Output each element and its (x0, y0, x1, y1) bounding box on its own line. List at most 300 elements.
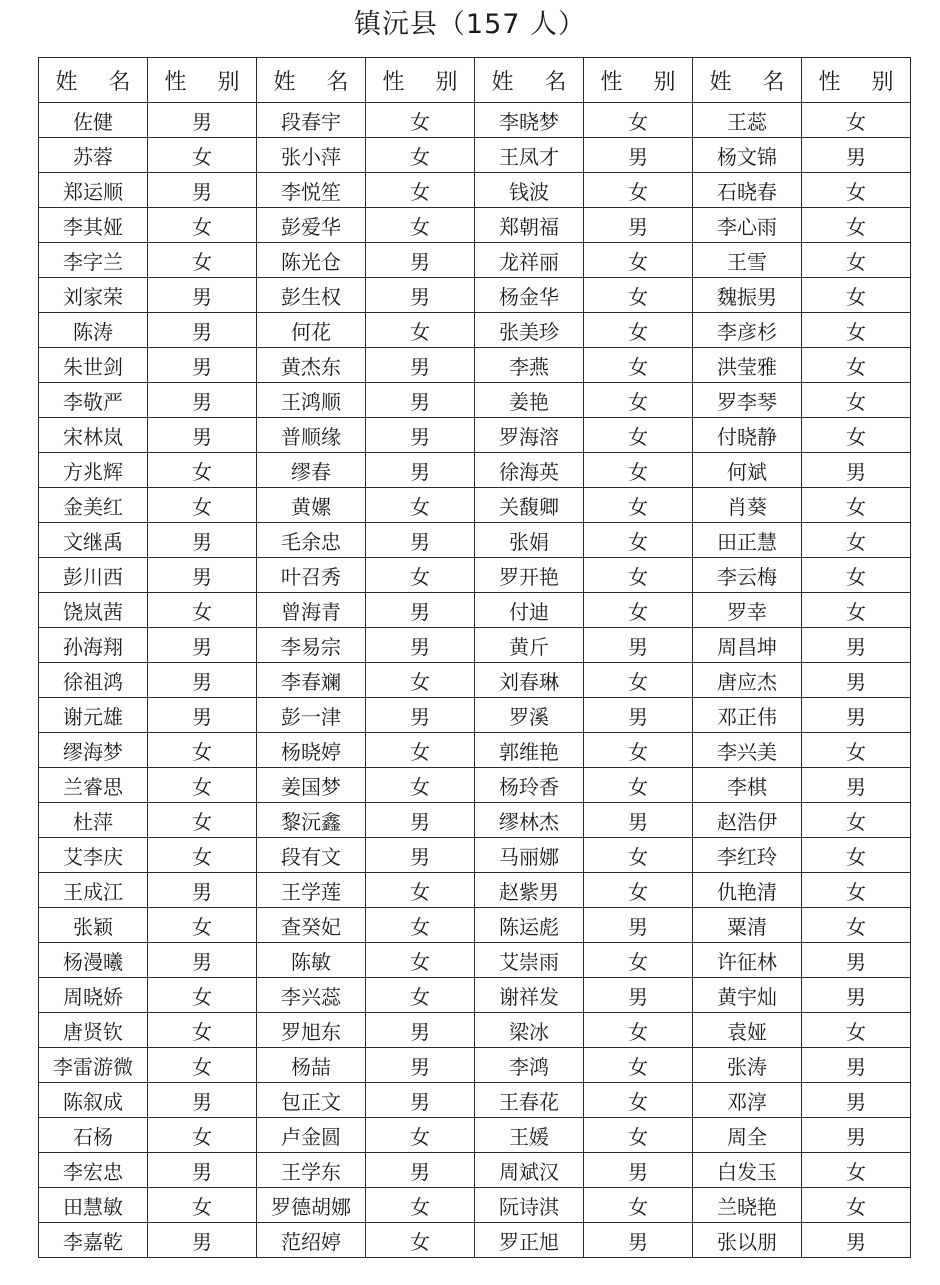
name-cell: 王春花 (475, 1083, 584, 1118)
gender-cell: 男 (148, 558, 257, 593)
name-cell: 卢金圆 (257, 1118, 366, 1153)
gender-cell: 男 (148, 943, 257, 978)
name-cell: 李红玲 (693, 838, 802, 873)
gender-cell: 女 (802, 1013, 911, 1048)
gender-cell: 女 (802, 1188, 911, 1223)
gender-cell: 女 (148, 838, 257, 873)
table-row (39, 628, 911, 663)
header-gender: 性 别 (366, 58, 475, 103)
gender-cell: 女 (366, 1188, 475, 1223)
name-cell: 肖葵 (693, 488, 802, 523)
gender-cell: 男 (584, 1153, 693, 1188)
gender-cell: 男 (366, 628, 475, 663)
name-cell: 袁娅 (693, 1013, 802, 1048)
table-row (39, 698, 911, 733)
gender-cell: 女 (366, 1118, 475, 1153)
header-name: 姓 名 (39, 58, 148, 103)
gender-cell: 男 (584, 698, 693, 733)
name-cell: 罗幸 (693, 593, 802, 628)
gender-cell: 女 (802, 313, 911, 348)
gender-cell: 女 (148, 978, 257, 1013)
gender-cell: 女 (148, 803, 257, 838)
gender-cell: 男 (148, 348, 257, 383)
gender-cell: 男 (802, 1223, 911, 1258)
gender-cell: 女 (584, 1048, 693, 1083)
name-cell: 罗海溶 (475, 418, 584, 453)
gender-cell: 女 (584, 943, 693, 978)
gender-cell: 男 (366, 803, 475, 838)
name-cell: 张美珍 (475, 313, 584, 348)
name-cell: 方兆辉 (39, 453, 148, 488)
name-cell: 段春宇 (257, 103, 366, 138)
table-row (39, 383, 911, 418)
name-cell: 周昌坤 (693, 628, 802, 663)
name-cell: 艾李庆 (39, 838, 148, 873)
name-cell: 王学莲 (257, 873, 366, 908)
name-cell: 陈光仓 (257, 243, 366, 278)
table-row (39, 838, 911, 873)
name-cell: 邓淳 (693, 1083, 802, 1118)
name-cell: 范绍婷 (257, 1223, 366, 1258)
gender-cell: 女 (802, 733, 911, 768)
gender-cell: 女 (802, 243, 911, 278)
name-cell: 李鸿 (475, 1048, 584, 1083)
name-cell: 付晓静 (693, 418, 802, 453)
gender-cell: 女 (802, 103, 911, 138)
table-row (39, 803, 911, 838)
page-title: 镇沅县（157 人） (353, 9, 587, 40)
gender-cell: 女 (148, 1118, 257, 1153)
name-cell: 杨喆 (257, 1048, 366, 1083)
gender-cell: 男 (148, 628, 257, 663)
gender-cell: 女 (802, 838, 911, 873)
name-cell: 许征林 (693, 943, 802, 978)
name-cell: 粟清 (693, 908, 802, 943)
gender-cell: 女 (584, 1188, 693, 1223)
name-cell: 李宏忠 (39, 1153, 148, 1188)
name-cell: 毛余忠 (257, 523, 366, 558)
gender-cell: 女 (148, 208, 257, 243)
name-cell: 黄宇灿 (693, 978, 802, 1013)
gender-cell: 女 (802, 908, 911, 943)
table-row (39, 1118, 911, 1153)
name-cell: 王成江 (39, 873, 148, 908)
name-cell: 杨漫曦 (39, 943, 148, 978)
name-cell: 梁冰 (475, 1013, 584, 1048)
table-row (39, 1013, 911, 1048)
name-cell: 陈叙成 (39, 1083, 148, 1118)
gender-cell: 男 (584, 1223, 693, 1258)
gender-cell: 女 (802, 208, 911, 243)
gender-cell: 男 (148, 523, 257, 558)
name-cell: 郭维艳 (475, 733, 584, 768)
gender-cell: 男 (148, 173, 257, 208)
name-cell: 李兴美 (693, 733, 802, 768)
gender-cell: 男 (584, 978, 693, 1013)
gender-cell: 男 (148, 418, 257, 453)
name-cell: 邓正伟 (693, 698, 802, 733)
gender-cell: 女 (584, 243, 693, 278)
header-name: 姓 名 (475, 58, 584, 103)
name-cell: 赵紫男 (475, 873, 584, 908)
name-cell: 李燕 (475, 348, 584, 383)
name-cell: 李雷游微 (39, 1048, 148, 1083)
gender-cell: 男 (802, 768, 911, 803)
gender-cell: 男 (802, 1118, 911, 1153)
name-cell: 宋林岚 (39, 418, 148, 453)
gender-cell: 男 (148, 698, 257, 733)
table-row (39, 1048, 911, 1083)
gender-cell: 男 (366, 593, 475, 628)
gender-cell: 女 (584, 488, 693, 523)
gender-cell: 女 (148, 733, 257, 768)
gender-cell: 女 (802, 278, 911, 313)
gender-cell: 男 (584, 138, 693, 173)
gender-cell: 女 (584, 768, 693, 803)
gender-cell: 女 (584, 523, 693, 558)
header-name: 姓 名 (257, 58, 366, 103)
name-cell: 查癸妃 (257, 908, 366, 943)
name-cell: 黄嫘 (257, 488, 366, 523)
name-cell: 陈运彪 (475, 908, 584, 943)
gender-cell: 男 (584, 803, 693, 838)
gender-cell: 女 (148, 1013, 257, 1048)
name-cell: 罗德胡娜 (257, 1188, 366, 1223)
name-cell: 仇艳清 (693, 873, 802, 908)
gender-cell: 男 (366, 1048, 475, 1083)
table-row (39, 313, 911, 348)
gender-cell: 女 (802, 173, 911, 208)
name-cell: 李悦笙 (257, 173, 366, 208)
name-cell: 普顺缘 (257, 418, 366, 453)
name-cell: 王凤才 (475, 138, 584, 173)
name-cell: 罗李琴 (693, 383, 802, 418)
gender-cell: 男 (802, 978, 911, 1013)
name-cell: 马丽娜 (475, 838, 584, 873)
name-cell: 段有文 (257, 838, 366, 873)
gender-cell: 男 (584, 908, 693, 943)
name-cell: 徐祖鸿 (39, 663, 148, 698)
name-cell: 彭一津 (257, 698, 366, 733)
name-cell: 杨文锦 (693, 138, 802, 173)
name-cell: 李彦杉 (693, 313, 802, 348)
name-cell: 缪林杰 (475, 803, 584, 838)
gender-cell: 男 (802, 698, 911, 733)
table-row (39, 978, 911, 1013)
gender-cell: 女 (148, 243, 257, 278)
name-cell: 王蕊 (693, 103, 802, 138)
gender-cell: 女 (366, 978, 475, 1013)
name-cell: 郑朝福 (475, 208, 584, 243)
name-cell: 石杨 (39, 1118, 148, 1153)
name-cell: 杨玲香 (475, 768, 584, 803)
gender-cell: 女 (366, 173, 475, 208)
name-cell: 孙海翔 (39, 628, 148, 663)
name-cell: 金美红 (39, 488, 148, 523)
name-cell: 王学东 (257, 1153, 366, 1188)
gender-cell: 女 (584, 558, 693, 593)
name-cell: 彭川西 (39, 558, 148, 593)
table-row (39, 208, 911, 243)
name-cell: 何斌 (693, 453, 802, 488)
gender-cell: 男 (366, 453, 475, 488)
table-row (39, 453, 911, 488)
gender-cell: 女 (584, 453, 693, 488)
table-row (39, 488, 911, 523)
name-cell: 杜萍 (39, 803, 148, 838)
name-cell: 黎沅鑫 (257, 803, 366, 838)
gender-cell: 男 (584, 628, 693, 663)
name-cell: 徐海英 (475, 453, 584, 488)
name-cell: 谢祥发 (475, 978, 584, 1013)
gender-cell: 女 (584, 1013, 693, 1048)
name-cell: 佐健 (39, 103, 148, 138)
gender-cell: 男 (148, 873, 257, 908)
name-cell: 文继禹 (39, 523, 148, 558)
table-row (39, 873, 911, 908)
gender-cell: 女 (802, 803, 911, 838)
table-row (39, 138, 911, 173)
gender-cell: 女 (366, 208, 475, 243)
gender-cell: 男 (148, 1223, 257, 1258)
header-gender: 性 别 (802, 58, 911, 103)
name-cell: 石晓春 (693, 173, 802, 208)
gender-cell: 女 (802, 873, 911, 908)
name-cell: 兰睿思 (39, 768, 148, 803)
gender-cell: 女 (802, 558, 911, 593)
name-cell: 罗正旭 (475, 1223, 584, 1258)
name-cell: 王鸿顺 (257, 383, 366, 418)
name-cell: 李云梅 (693, 558, 802, 593)
gender-cell: 女 (584, 873, 693, 908)
gender-cell: 男 (366, 1153, 475, 1188)
gender-cell: 女 (584, 1083, 693, 1118)
gender-cell: 男 (802, 453, 911, 488)
table-row (39, 558, 911, 593)
name-cell: 钱波 (475, 173, 584, 208)
table-row (39, 1188, 911, 1223)
gender-cell: 女 (366, 733, 475, 768)
gender-cell: 女 (802, 523, 911, 558)
name-cell: 李兴蕊 (257, 978, 366, 1013)
name-cell: 彭爱华 (257, 208, 366, 243)
name-cell: 谢元雄 (39, 698, 148, 733)
gender-cell: 女 (584, 838, 693, 873)
name-cell: 李敬严 (39, 383, 148, 418)
name-cell: 包正文 (257, 1083, 366, 1118)
roster-body (39, 103, 911, 1258)
name-cell: 郑运顺 (39, 173, 148, 208)
name-cell: 张以朋 (693, 1223, 802, 1258)
gender-cell: 男 (802, 943, 911, 978)
table-row (39, 523, 911, 558)
gender-cell: 女 (366, 488, 475, 523)
table-row (39, 243, 911, 278)
name-cell: 王雪 (693, 243, 802, 278)
name-cell: 何花 (257, 313, 366, 348)
gender-cell: 男 (148, 1083, 257, 1118)
name-cell: 饶岚茜 (39, 593, 148, 628)
table-row (39, 278, 911, 313)
name-cell: 姜国梦 (257, 768, 366, 803)
gender-cell: 女 (802, 383, 911, 418)
name-cell: 张小萍 (257, 138, 366, 173)
gender-cell: 女 (802, 593, 911, 628)
name-cell: 李嘉乾 (39, 1223, 148, 1258)
table-row (39, 1083, 911, 1118)
gender-cell: 女 (148, 1048, 257, 1083)
gender-cell: 女 (584, 418, 693, 453)
header-gender: 性 别 (584, 58, 693, 103)
table-row (39, 733, 911, 768)
name-cell: 关馥卿 (475, 488, 584, 523)
header-row (39, 58, 911, 103)
gender-cell: 女 (366, 1223, 475, 1258)
name-cell: 陈涛 (39, 313, 148, 348)
name-cell: 李字兰 (39, 243, 148, 278)
name-cell: 艾崇雨 (475, 943, 584, 978)
name-cell: 杨金华 (475, 278, 584, 313)
name-cell: 兰晓艳 (693, 1188, 802, 1223)
gender-cell: 女 (584, 1118, 693, 1153)
name-cell: 缪海梦 (39, 733, 148, 768)
name-cell: 彭生权 (257, 278, 366, 313)
gender-cell: 男 (366, 523, 475, 558)
name-cell: 李棋 (693, 768, 802, 803)
gender-cell: 女 (366, 768, 475, 803)
gender-cell: 女 (802, 418, 911, 453)
gender-cell: 男 (366, 698, 475, 733)
gender-cell: 男 (366, 1013, 475, 1048)
table-row (39, 593, 911, 628)
table-row (39, 768, 911, 803)
name-cell: 叶召秀 (257, 558, 366, 593)
name-cell: 李易宗 (257, 628, 366, 663)
name-cell: 龙祥丽 (475, 243, 584, 278)
name-cell: 周晓娇 (39, 978, 148, 1013)
header-name: 姓 名 (693, 58, 802, 103)
gender-cell: 女 (366, 873, 475, 908)
name-cell: 罗开艳 (475, 558, 584, 593)
gender-cell: 女 (584, 278, 693, 313)
gender-cell: 男 (802, 1083, 911, 1118)
gender-cell: 男 (148, 313, 257, 348)
gender-cell: 女 (366, 103, 475, 138)
gender-cell: 男 (148, 278, 257, 313)
table-row (39, 943, 911, 978)
name-cell: 姜艳 (475, 383, 584, 418)
gender-cell: 男 (366, 383, 475, 418)
gender-cell: 女 (148, 1188, 257, 1223)
name-cell: 罗旭东 (257, 1013, 366, 1048)
gender-cell: 女 (584, 313, 693, 348)
name-cell: 刘家荣 (39, 278, 148, 313)
gender-cell: 女 (366, 313, 475, 348)
gender-cell: 男 (148, 103, 257, 138)
name-cell: 张娟 (475, 523, 584, 558)
gender-cell: 男 (802, 663, 911, 698)
name-cell: 黄杰东 (257, 348, 366, 383)
gender-cell: 女 (802, 488, 911, 523)
name-cell: 周全 (693, 1118, 802, 1153)
header-gender: 性 别 (148, 58, 257, 103)
gender-cell: 男 (366, 1083, 475, 1118)
gender-cell: 女 (584, 103, 693, 138)
gender-cell: 男 (148, 1153, 257, 1188)
gender-cell: 女 (802, 348, 911, 383)
roster-table (38, 57, 911, 1258)
gender-cell: 女 (584, 663, 693, 698)
gender-cell: 男 (148, 663, 257, 698)
name-cell: 张涛 (693, 1048, 802, 1083)
table-row (39, 173, 911, 208)
name-cell: 阮诗淇 (475, 1188, 584, 1223)
gender-cell: 女 (366, 943, 475, 978)
gender-cell: 女 (584, 348, 693, 383)
name-cell: 赵浩伊 (693, 803, 802, 838)
gender-cell: 男 (802, 1048, 911, 1083)
gender-cell: 男 (802, 628, 911, 663)
gender-cell: 女 (366, 908, 475, 943)
name-cell: 田正慧 (693, 523, 802, 558)
name-cell: 洪莹雅 (693, 348, 802, 383)
gender-cell: 女 (148, 488, 257, 523)
gender-cell: 男 (366, 418, 475, 453)
table-row (39, 1153, 911, 1188)
gender-cell: 女 (148, 908, 257, 943)
name-cell: 李心雨 (693, 208, 802, 243)
name-cell: 唐应杰 (693, 663, 802, 698)
gender-cell: 男 (366, 838, 475, 873)
name-cell: 周斌汉 (475, 1153, 584, 1188)
name-cell: 朱世剑 (39, 348, 148, 383)
gender-cell: 女 (584, 383, 693, 418)
name-cell: 魏振男 (693, 278, 802, 313)
gender-cell: 男 (584, 208, 693, 243)
name-cell: 陈敏 (257, 943, 366, 978)
gender-cell: 女 (584, 173, 693, 208)
name-cell: 杨晓婷 (257, 733, 366, 768)
table-row (39, 663, 911, 698)
gender-cell: 男 (802, 138, 911, 173)
name-cell: 王媛 (475, 1118, 584, 1153)
name-cell: 罗溪 (475, 698, 584, 733)
table-row (39, 1223, 911, 1258)
table-row (39, 348, 911, 383)
gender-cell: 女 (148, 138, 257, 173)
name-cell: 唐贤钦 (39, 1013, 148, 1048)
gender-cell: 男 (148, 383, 257, 418)
table-row (39, 418, 911, 453)
gender-cell: 女 (584, 593, 693, 628)
gender-cell: 女 (366, 558, 475, 593)
gender-cell: 男 (366, 278, 475, 313)
name-cell: 黄斤 (475, 628, 584, 663)
gender-cell: 女 (148, 593, 257, 628)
gender-cell: 女 (366, 138, 475, 173)
gender-cell: 男 (366, 348, 475, 383)
table-row (39, 908, 911, 943)
table-row (39, 103, 911, 138)
gender-cell: 女 (366, 663, 475, 698)
gender-cell: 女 (802, 1153, 911, 1188)
gender-cell: 女 (148, 768, 257, 803)
name-cell: 田慧敏 (39, 1188, 148, 1223)
gender-cell: 女 (584, 733, 693, 768)
name-cell: 刘春琳 (475, 663, 584, 698)
name-cell: 李其娅 (39, 208, 148, 243)
gender-cell: 女 (148, 453, 257, 488)
